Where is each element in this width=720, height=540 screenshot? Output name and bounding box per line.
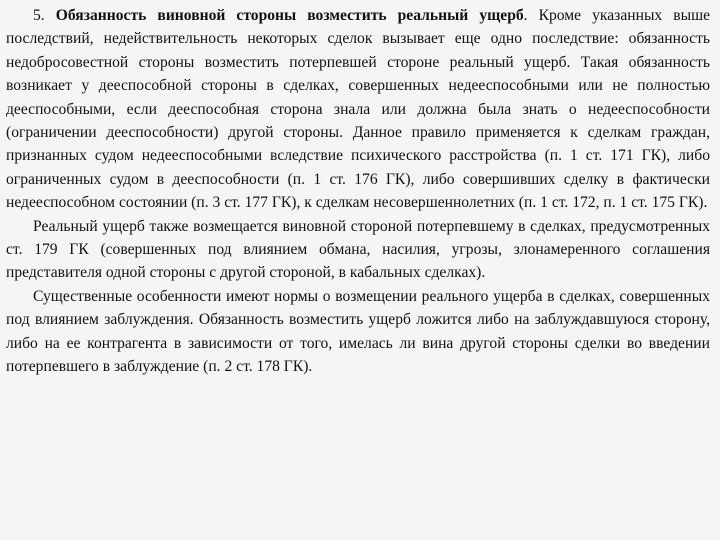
paragraph-3: Существенные особенности имеют нормы о возмещении реального ущерба в сделках, совершенных под влиянием заблуждения. Обязанность возместить ущерб ложится либо на заблуждавшуюся сторону, либо на ее контрагента в зависимости от того, имелась ли вина другой стороны сделки во введении потерпевшего в заблуждение (п. 2 ст. 178 ГК).	[6, 287, 710, 376]
paragraph-1-text: . Кроме указанных выше последствий, недействительность некоторых сделок вызывает еще одно последствие: обязанность недобросовестной стороны возместить потерпевшей стороне реальный ущерб. Такая обязанность возникает у дееспособной стороны в сделках, совершенных недееспособными или не полностью дееспособными, если дееспособная сторона знала или должна была знать о недееспособности (ограничении дееспособности) другой стороны. Данное правило применяется к сделкам граждан, признанных судом недееспособными вследствие психического расстройства (п. 1 ст. 171 ГК), либо ограниченных судом в дееспособности (п. 1 ст. 176 ГК), либо совершивших сделку в фактически недееспособном состоянии (п. 3 ст. 177 ГК), к сделкам несовершеннолетних (п. 1 ст. 172, п. 1 ст. 175 ГК).	[6, 7, 711, 212]
paragraph-1-number: 5.	[33, 7, 56, 24]
paragraph-1	[6, 4, 710, 215]
document-text	[6, 4, 710, 379]
paragraph-2: Реальный ущерб также возмещается виновной стороной потерпевшему в сделках, предусмотренных ст. 179 ГК (совершенных под влиянием обмана, насилия, угрозы, злонамеренного соглашения представителя одной стороны с другой стороной, в кабальных сделках).	[6, 217, 710, 282]
paragraph-1-heading: Обязанность виновной стороны возместить реальный ущерб	[55, 7, 524, 24]
